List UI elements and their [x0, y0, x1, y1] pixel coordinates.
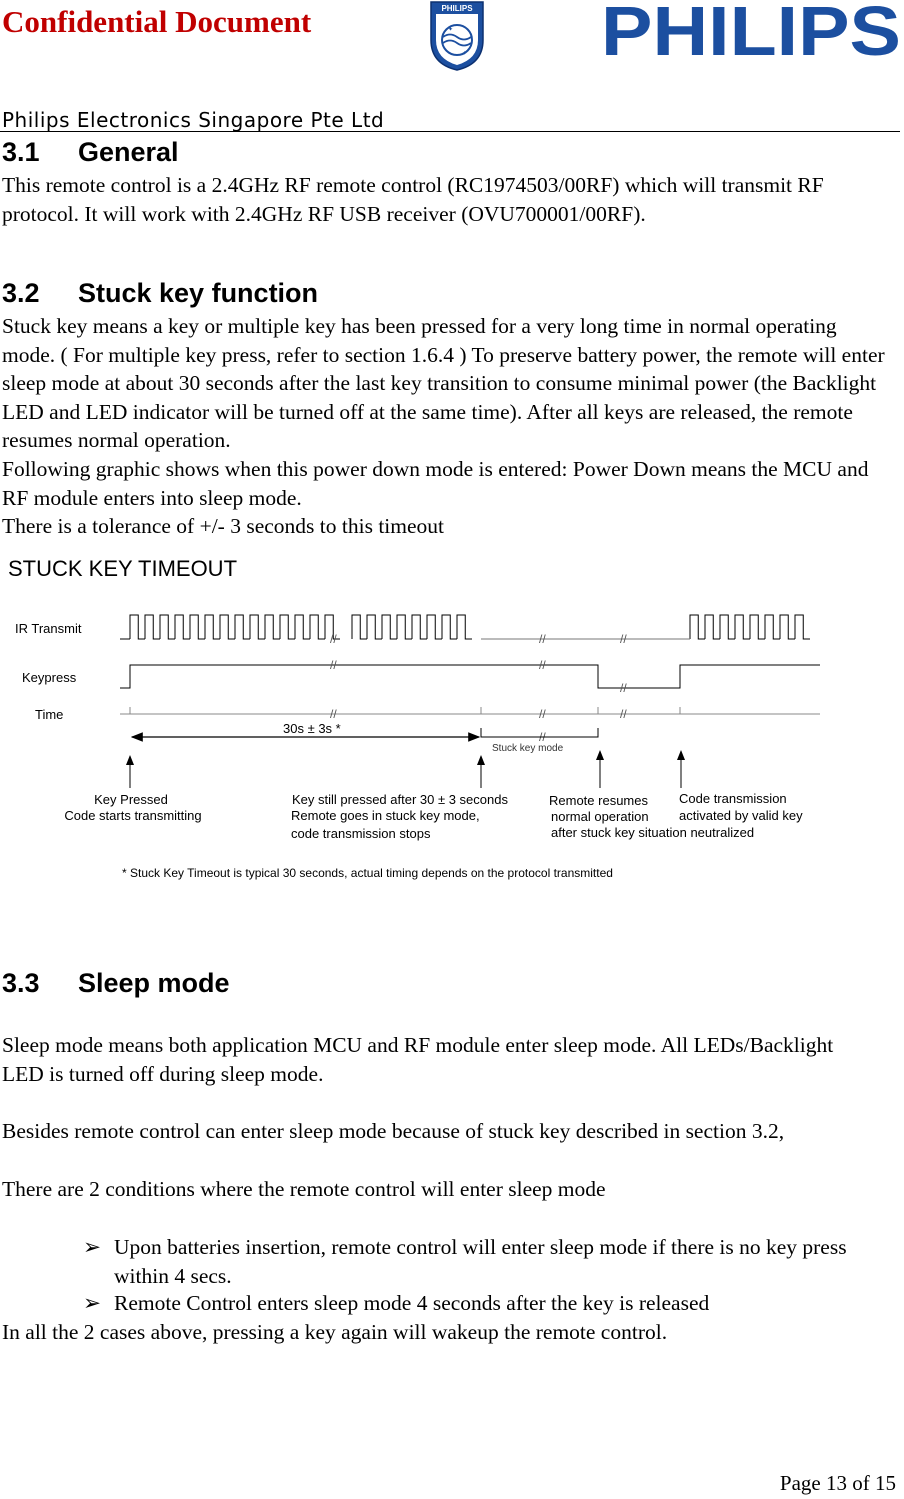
bullet-arrow-icon: ➢: [83, 1235, 102, 1259]
break-mark: //: [539, 632, 546, 646]
paragraph: There are 2 conditions where the remote control will enter sleep mode: [2, 1177, 606, 1201]
paragraph: Stuck key means a key or multiple key has been pressed for a very long time in normal operating mode. ( For multiple key press, refer to section 1.6.4 ) To preserve battery power, the remote will enter sleep mode at about 30 seconds after the last key transition to consume minimal power (the Backlight LED and LED indicator will be turned off at the same time). After all keys are released, the remote resumes normal operation.: [2, 314, 885, 452]
section-number: 3.3: [2, 968, 40, 998]
diagram-title: STUCK KEY TIMEOUT: [8, 556, 238, 581]
section-heading-stuck-key: [2, 278, 318, 309]
event-label: Key still pressed after 30 ± 3 seconds: [292, 792, 508, 807]
event-label: Code transmission: [679, 791, 787, 806]
header-rule: [0, 131, 900, 132]
brand-wordmark: PHILIPS: [601, 0, 901, 64]
event-label: after stuck key situation neutralized: [551, 825, 755, 840]
stuck-key-timing-diagram: [0, 548, 904, 898]
philips-shield-logo: [428, 0, 486, 72]
section-number: 3.2: [2, 278, 40, 308]
event-label: Remote goes in stuck key mode,: [291, 808, 480, 823]
keypress-waveform: [120, 665, 820, 688]
event-label: normal operation: [551, 809, 649, 824]
paragraph: Following graphic shows when this power down mode is entered: Power Down means the MCU and RF module enters into sleep mode.: [2, 457, 869, 510]
paragraph: Sleep mode means both application MCU and RF module enter sleep mode. All LEDs/Backlight LED is turned off during sleep mode.: [2, 1033, 834, 1086]
company-name: Philips Electronics Singapore Pte Ltd: [2, 108, 385, 132]
paragraph: This remote control is a 2.4GHz RF remote control (RC1974503/00RF) which will transmit RF protocol. It will work with 2.4GHz RF USB receiver (OVU700001/00RF).: [2, 173, 824, 226]
break-mark: //: [620, 681, 627, 695]
signal-label-time: Time: [35, 707, 64, 722]
break-mark: //: [539, 658, 546, 672]
page-number: Page 13 of 15: [779, 1471, 896, 1495]
break-mark: //: [539, 730, 546, 744]
bullet-arrow-icon: ➢: [83, 1291, 102, 1315]
bullet-item: Remote Control enters sleep mode 4 seconds after the key is released: [114, 1291, 710, 1315]
break-mark: //: [330, 632, 337, 646]
signal-label-keypress: Keypress: [22, 670, 77, 685]
break-mark: //: [330, 707, 337, 721]
diagram-footnote: * Stuck Key Timeout is typical 30 seconds, actual timing depends on the protocol transmitted: [122, 866, 613, 880]
paragraph: In all the 2 cases above, pressing a key again will wakeup the remote control.: [2, 1320, 668, 1344]
confidential-label: Confidential Document: [2, 4, 312, 39]
signal-label-ir-transmit: IR Transmit: [15, 621, 82, 636]
paragraph: There is a tolerance of +/- 3 seconds to this timeout: [2, 514, 444, 538]
svg-text:✦: ✦: [462, 51, 468, 57]
section-heading-general: [2, 137, 179, 168]
event-label: Key Pressed: [94, 792, 168, 807]
svg-text:✦: ✦: [448, 27, 454, 33]
break-mark: //: [620, 632, 627, 646]
section-title: Sleep mode: [78, 968, 230, 998]
break-mark: //: [330, 658, 337, 672]
section-number: 3.1: [2, 137, 40, 167]
shield-wordmark: PHILIPS: [441, 4, 473, 13]
paragraph: Besides remote control can enter sleep mode because of stuck key described in section 3.2,: [2, 1119, 785, 1143]
section-title: General: [78, 137, 179, 167]
bullet-item: Upon batteries insertion, remote control will enter sleep mode if there is no key press within 4 secs.: [114, 1235, 847, 1288]
event-label: Remote resumes: [549, 793, 648, 808]
stuck-mode-label: Stuck key mode: [492, 743, 564, 754]
timeout-interval-label: 30s ± 3s *: [283, 721, 341, 736]
section-title: Stuck key function: [78, 278, 319, 308]
event-label: code transmission stops: [291, 826, 431, 841]
philips-wordmark-logo: [598, 0, 904, 64]
break-mark: //: [539, 707, 546, 721]
break-mark: //: [620, 707, 627, 721]
event-label: activated by valid key: [679, 808, 803, 823]
section-heading-sleep-mode: [2, 968, 230, 999]
event-label: Code starts transmitting: [64, 808, 202, 823]
ir-transmit-waveform: [120, 615, 810, 639]
